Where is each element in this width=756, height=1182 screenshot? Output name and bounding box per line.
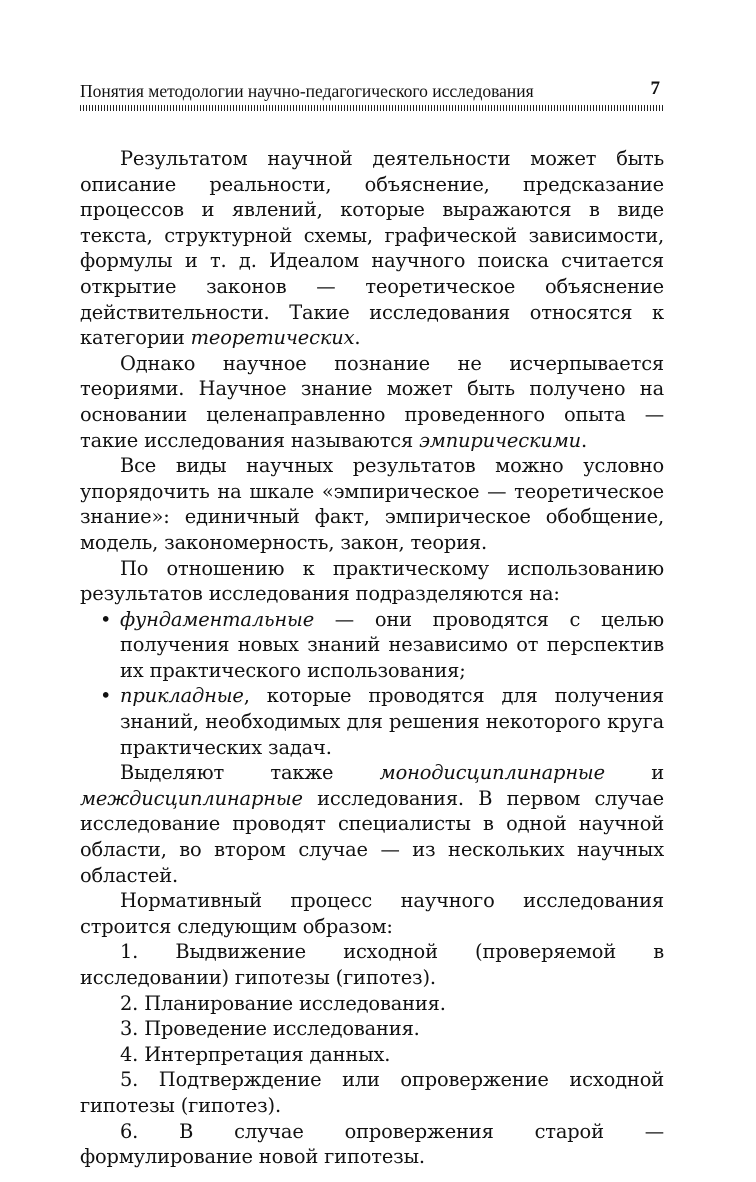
paragraph-text: Выделяют также [120, 761, 380, 785]
italic-term: междисциплинарные [80, 786, 303, 810]
body-text [80, 146, 664, 1170]
numbered-step: 3. Проведение исследования. [120, 1017, 420, 1041]
bullet-list [80, 607, 664, 761]
paragraph-end: . [354, 326, 361, 350]
numbered-step: 2. Планирование исследования. [120, 991, 446, 1015]
list-item [80, 683, 664, 760]
numbered-step: 1. Выдвижение исходной (проверяемой в исследовании) гипотезы (гипотез). [80, 940, 664, 989]
paragraph: По отношению к практическому использованию результатов исследования подразделяются на: [80, 556, 664, 606]
paragraph [80, 146, 664, 351]
paragraph-text: Однако научное познание не исчерпывается теориями. Научное знание может быть получено на основании целенаправленно проведенного опыта — такие исследования называются [80, 351, 664, 452]
bullet-icon: • [100, 684, 112, 708]
numbered-step: 4. Интерпретация данных. [120, 1042, 391, 1066]
paragraph [80, 760, 664, 888]
italic-term: эмпирическими [419, 428, 581, 452]
paragraph: Нормативный процесс научного исследования строится следующим образом: [80, 889, 664, 938]
running-head [80, 80, 664, 102]
paragraph-text: исследования. В первом случае исследование проводят специалисты в одной научной области, во втором случае — из нескольких научных областей. [80, 786, 664, 887]
paragraph: Все виды научных результатов можно условно упорядочить на шкале «эмпирическое — теоретическое знание»: единичный факт, эмпирическое обобщение, модель, закономерность, закон, теория. [80, 454, 664, 554]
bullet-icon: • [100, 607, 112, 631]
numbered-step: 6. В случае опровержения старой — формулирование новой гипотезы. [80, 1119, 664, 1169]
paragraph-end: . [580, 428, 587, 452]
list-item-text: — они проводятся с целью получения новых знаний независимо от перспектив их практического использования; [120, 607, 664, 682]
paragraph-text: и [604, 761, 664, 785]
list-item-text: , которые проводятся для получения знаний, необходимых для решения некоторого круга практических задач. [120, 684, 664, 759]
italic-term: фундаментальные [120, 607, 315, 631]
italic-term: прикладные [120, 684, 244, 708]
paragraph [80, 351, 664, 453]
running-title: Понятия методологии научно-педагогического исследования [80, 81, 534, 101]
header-rule [80, 105, 664, 111]
page-number: 7 [650, 78, 660, 99]
italic-term: теоретических [190, 326, 355, 350]
italic-term: монодисциплинарные [379, 761, 605, 785]
list-item [80, 607, 664, 684]
numbered-step: 5. Подтверждение или опровержение исходной гипотезы (гипотез). [80, 1068, 664, 1117]
paragraph-text: Результатом научной деятельности может быть описание реальности, объяснение, предсказание процессов и явлений, которые выражаются в виде текста, структурной схемы, графической зависимости, формулы и т. д. Идеалом научного поиска считается открытие законов — теоретическое объяснение действительности. Такие исследования относятся к категории [80, 147, 664, 350]
